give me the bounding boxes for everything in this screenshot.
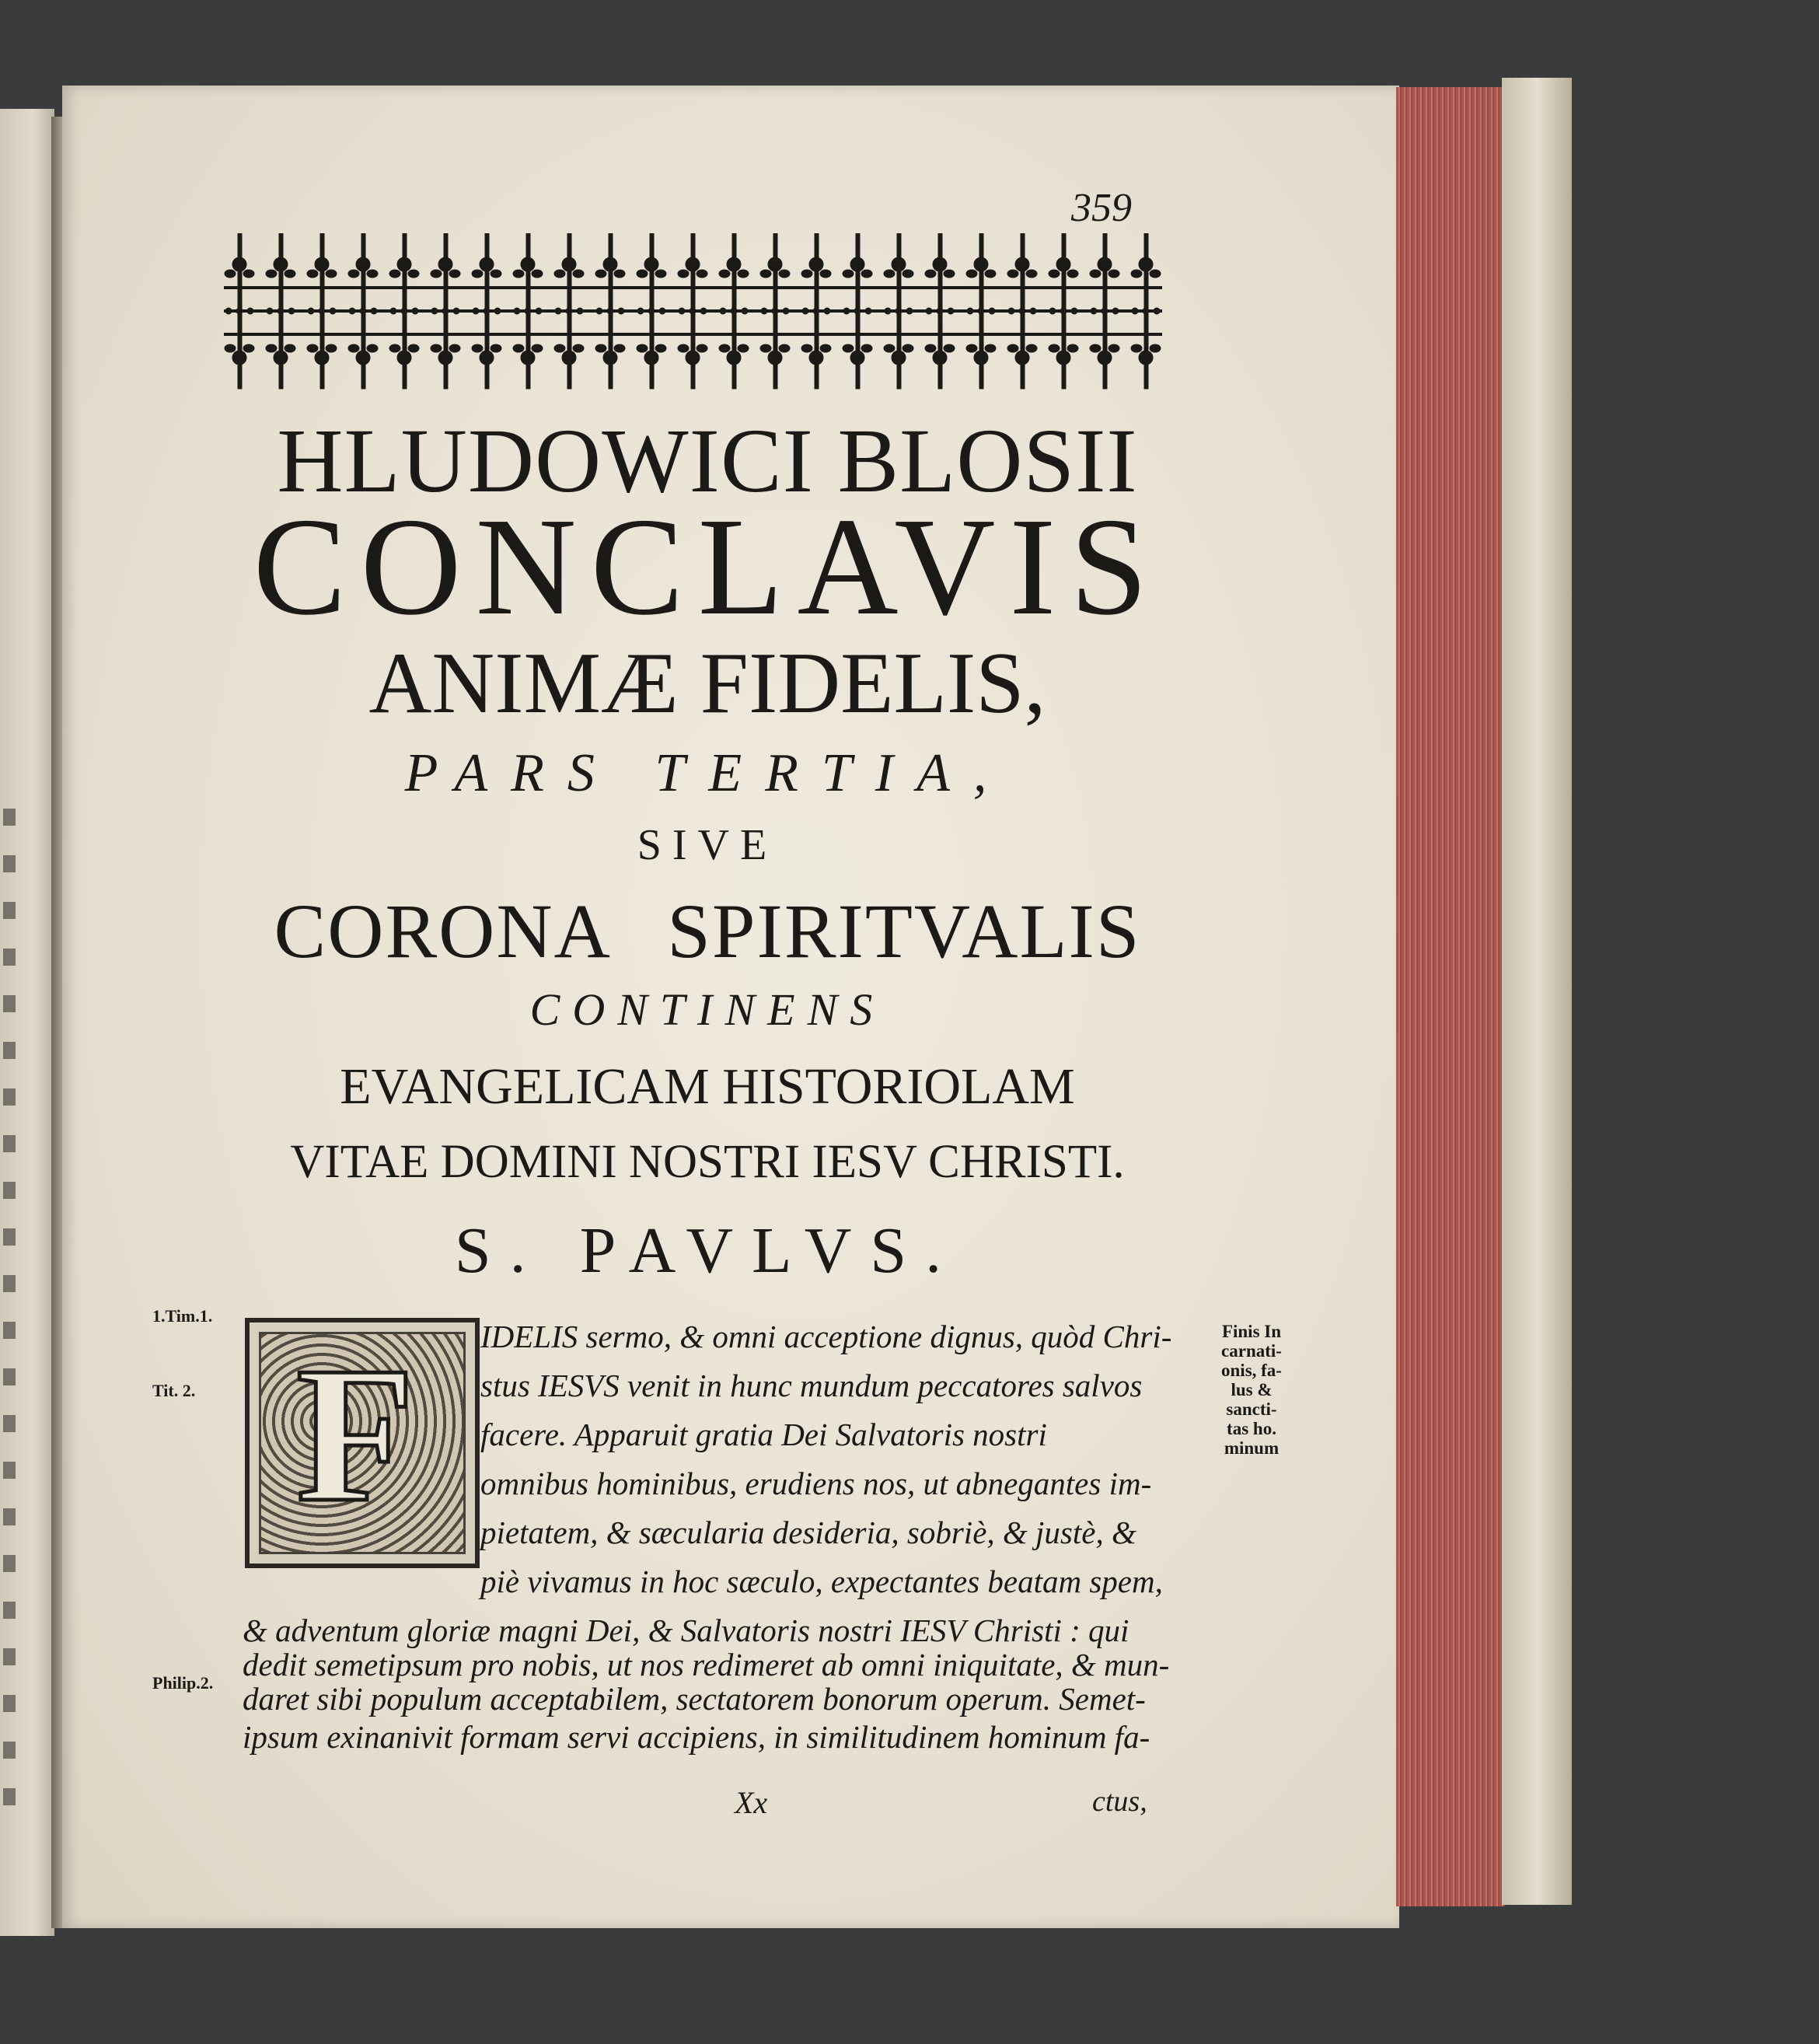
title-vitae: VITAE DOMINI NOSTRI IESV CHRISTI. <box>290 1136 1125 1188</box>
facing-page-text-fragments <box>3 809 16 1819</box>
catchword: ctus, <box>1092 1785 1147 1818</box>
decorated-initial <box>245 1318 480 1568</box>
page-number: 359 <box>1071 186 1132 230</box>
signature-mark: Xx <box>735 1785 768 1820</box>
ornament-rule <box>224 286 1162 289</box>
side-note-line: carnati- <box>1221 1341 1282 1361</box>
ornament-rule <box>224 333 1162 336</box>
title-author: HLUDOWICI BLOSII <box>277 410 1138 512</box>
title-sive: SIVE <box>637 821 778 869</box>
facing-page-edge <box>0 109 54 1936</box>
initial-letter: F <box>296 1327 415 1543</box>
side-note-line: Finis In <box>1221 1322 1282 1341</box>
side-note-line: lus & <box>1231 1380 1273 1399</box>
margin-ref-philip: Philip.2. <box>152 1673 214 1693</box>
margin-ref-tim: 1.Tim.1. <box>152 1306 213 1326</box>
body-line: facere. Apparuit gratia Dei Salvatoris nostri <box>480 1417 1047 1452</box>
body-line: omnibus hominibus, erudiens nos, ut abnegantes im- <box>480 1466 1152 1501</box>
body-line: piè vivamus in hoc sæculo, expectantes beatam spem, <box>480 1564 1163 1599</box>
ornament-rule <box>224 309 1162 313</box>
title-evangelicam: EVANGELICAM HISTORIOLAM <box>340 1058 1075 1115</box>
fleuron-ornament-band <box>216 233 1164 397</box>
title-sub: ANIMÆ FIDELIS, <box>368 635 1046 732</box>
title-corona: CORONA SPIRITVALIS <box>274 888 1141 974</box>
red-page-edges <box>1396 87 1505 1906</box>
side-note-line: tas ho. <box>1227 1419 1276 1438</box>
side-note-line: sancti- <box>1226 1399 1277 1419</box>
body-line: stus IESVS venit in hunc mundum peccatores salvos <box>480 1368 1143 1403</box>
body-line: pietatem, & sæcularia desideria, sobriè, & justè, & <box>480 1515 1136 1550</box>
body-line: daret sibi populum acceptabilem, sectatorem bonorum operum. Semet- <box>243 1681 1146 1717</box>
body-line: ipsum exinanivit formam servi accipiens, in similitudinem hominum fa- <box>243 1719 1150 1755</box>
side-note-line: onis, fa- <box>1221 1361 1282 1380</box>
margin-note-right <box>1201 1322 1302 1458</box>
title-part: PARS TERTIA, <box>404 743 1011 803</box>
side-note-line: minum <box>1224 1438 1280 1458</box>
body-line: & adventum gloriæ magni Dei, & Salvatoris nostri IESV Christi : qui <box>243 1612 1129 1648</box>
body-line: dedit semetipsum pro nobis, ut nos redimeret ab omni iniquitate, & mun- <box>243 1647 1170 1682</box>
book-cover-edge <box>1502 78 1572 1905</box>
section-heading-paulus: S. PAVLVS. <box>454 1214 961 1287</box>
margin-ref-tit: Tit. 2. <box>152 1381 196 1400</box>
title-main: CONCLAVIS <box>253 489 1162 644</box>
body-line: IDELIS sermo, & omni acceptione dignus, quòd Chri- <box>480 1319 1172 1354</box>
title-continens: CONTINENS <box>529 984 885 1035</box>
